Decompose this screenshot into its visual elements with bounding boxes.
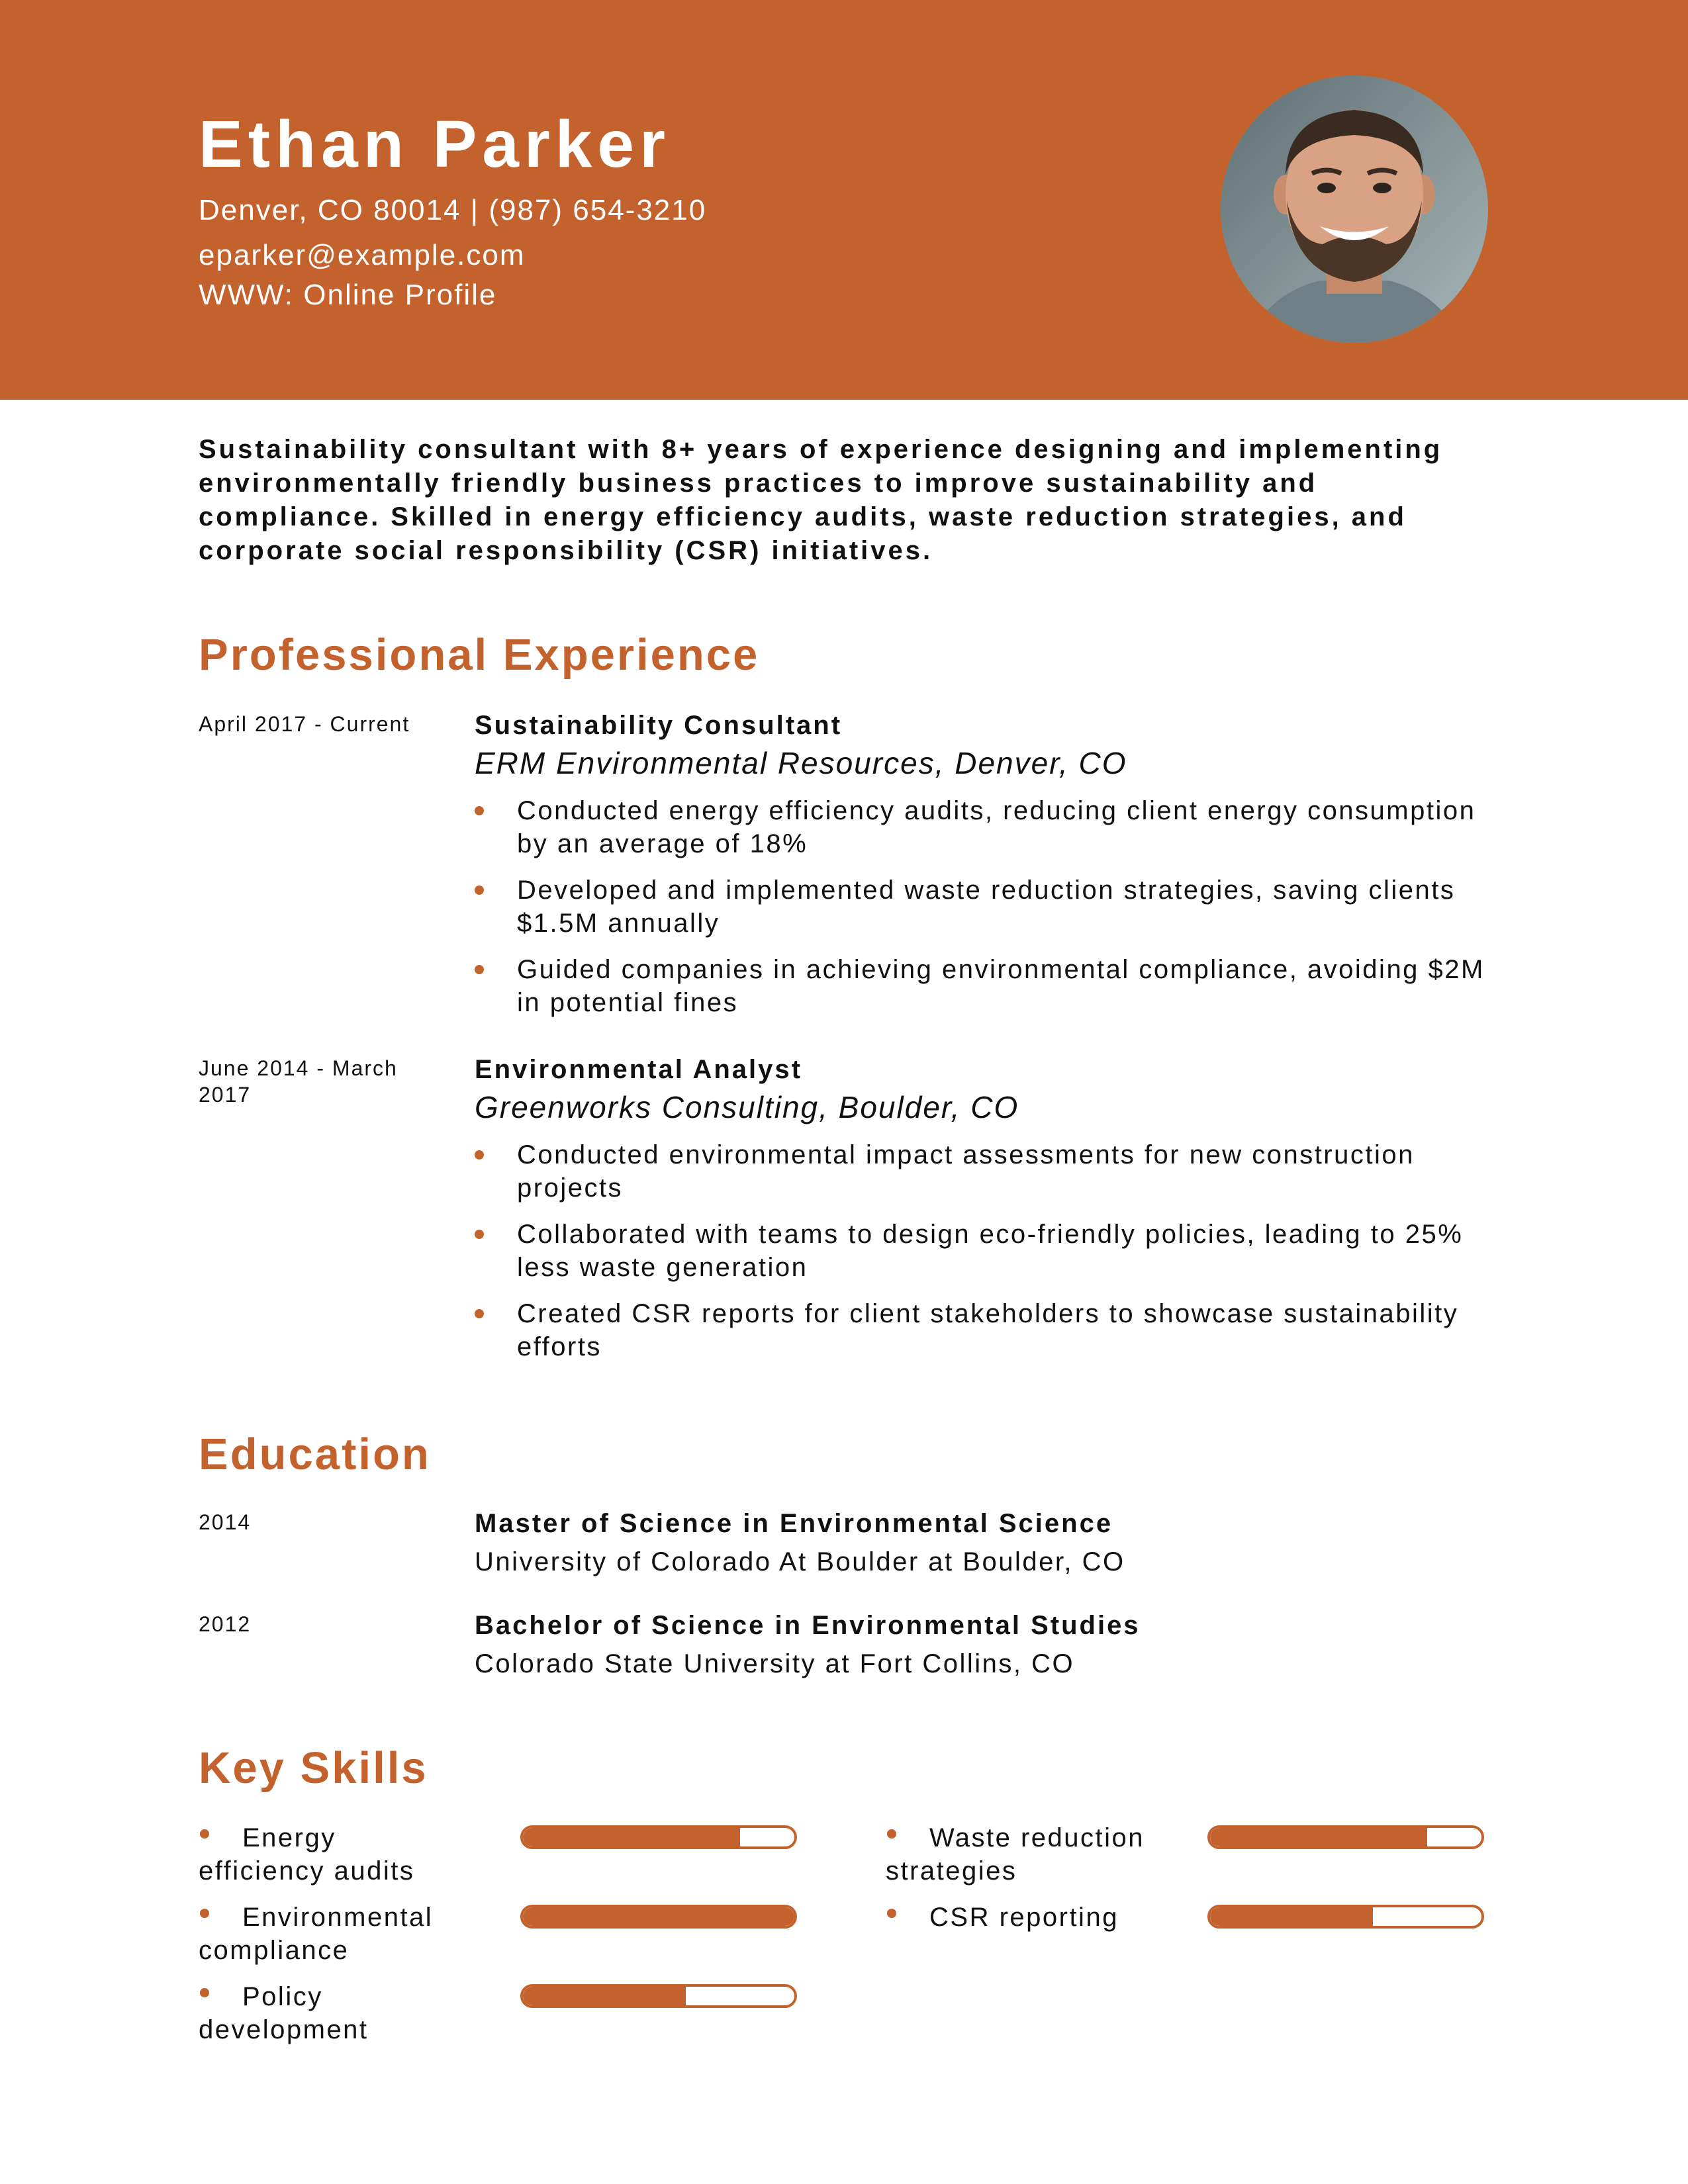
skill-level-bar <box>1207 1905 1484 1929</box>
skills-heading: Key Skills <box>199 1743 428 1793</box>
skill-item: Policy development <box>199 1982 369 2044</box>
job-bullet: Guided companies in achieving environmental compliance, avoiding $2M in potential fines <box>475 953 1507 1019</box>
education-school: University of Colorado At Boulder at Boulder, CO <box>475 1547 1125 1576</box>
skill-level-bar <box>520 1905 797 1929</box>
candidate-name: Ethan Parker <box>199 107 671 181</box>
skill-level-bar <box>520 1984 797 2008</box>
skill-item: CSR reporting <box>886 1901 1164 1934</box>
email-link[interactable]: eparker@example.com <box>199 239 526 271</box>
skill-level-fill <box>1210 1907 1373 1926</box>
skill-level-fill <box>523 1828 740 1846</box>
address-phone: Denver, CO 80014 | (987) 654-3210 <box>199 194 707 226</box>
job-dates: June 2014 - March 2017 <box>199 1056 398 1107</box>
skill-level-bar <box>1207 1825 1484 1849</box>
bullet-dot-icon <box>475 1309 484 1318</box>
bullet-dot-icon <box>475 965 484 974</box>
bullet-dot-icon <box>475 886 484 895</box>
job-bullet: Conducted environmental impact assessments for new construction projects <box>475 1138 1507 1205</box>
profile-photo <box>1221 75 1488 343</box>
skill-level-fill <box>1210 1828 1427 1846</box>
header-banner <box>0 0 1688 400</box>
skill-item: Environmental compliance <box>199 1903 434 1965</box>
job-bullet: Collaborated with teams to design eco-friendly policies, leading to 25% less waste generation <box>475 1218 1507 1284</box>
skill-level-fill <box>523 1987 686 2005</box>
bullet-dot-icon <box>887 1909 896 1918</box>
bullet-dot-icon <box>887 1829 896 1839</box>
skill-item: Waste reduction strategies <box>886 1823 1145 1886</box>
education-degree: Bachelor of Science in Environmental Studies <box>475 1611 1141 1640</box>
education-degree: Master of Science in Environmental Science <box>475 1509 1113 1538</box>
job-title: Environmental Analyst <box>475 1055 802 1084</box>
job-bullet: Created CSR reports for client stakeholders to showcase sustainability efforts <box>475 1297 1507 1363</box>
job-title: Sustainability Consultant <box>475 711 843 740</box>
bullet-dot-icon <box>475 1150 484 1160</box>
bullet-dot-icon <box>475 806 484 815</box>
education-year: 2014 <box>199 1510 252 1534</box>
skill-item: Energy efficiency audits <box>199 1823 415 1886</box>
experience-heading: Professional Experience <box>199 630 760 680</box>
job-company: ERM Environmental Resources, Denver, CO <box>475 746 1127 780</box>
bullet-dot-icon <box>200 1988 209 1997</box>
education-heading: Education <box>199 1430 431 1479</box>
education-year: 2012 <box>199 1612 252 1636</box>
professional-summary: Sustainability consultant with 8+ years of experience designing and implementing environmentally friendly business practices to improve sustainability and compliance. Skilled in energy efficiency audits, waste reduction strategies, and corporate social responsibility (CSR) initiatives. <box>199 435 1443 565</box>
job-bullet: Developed and implemented waste reduction strategies, saving clients $1.5M annually <box>475 874 1507 940</box>
job-bullet: Conducted energy efficiency audits, reducing client energy consumption by an average of 18% <box>475 794 1507 860</box>
education-school: Colorado State University at Fort Collins, CO <box>475 1649 1075 1678</box>
website-link[interactable]: WWW: Online Profile <box>199 279 497 311</box>
bullet-dot-icon <box>475 1230 484 1239</box>
skill-level-fill <box>523 1907 794 1926</box>
job-company: Greenworks Consulting, Boulder, CO <box>475 1090 1019 1124</box>
job-dates: April 2017 - Current <box>199 712 410 736</box>
bullet-dot-icon <box>200 1909 209 1918</box>
skill-level-bar <box>520 1825 797 1849</box>
bullet-dot-icon <box>200 1829 209 1839</box>
